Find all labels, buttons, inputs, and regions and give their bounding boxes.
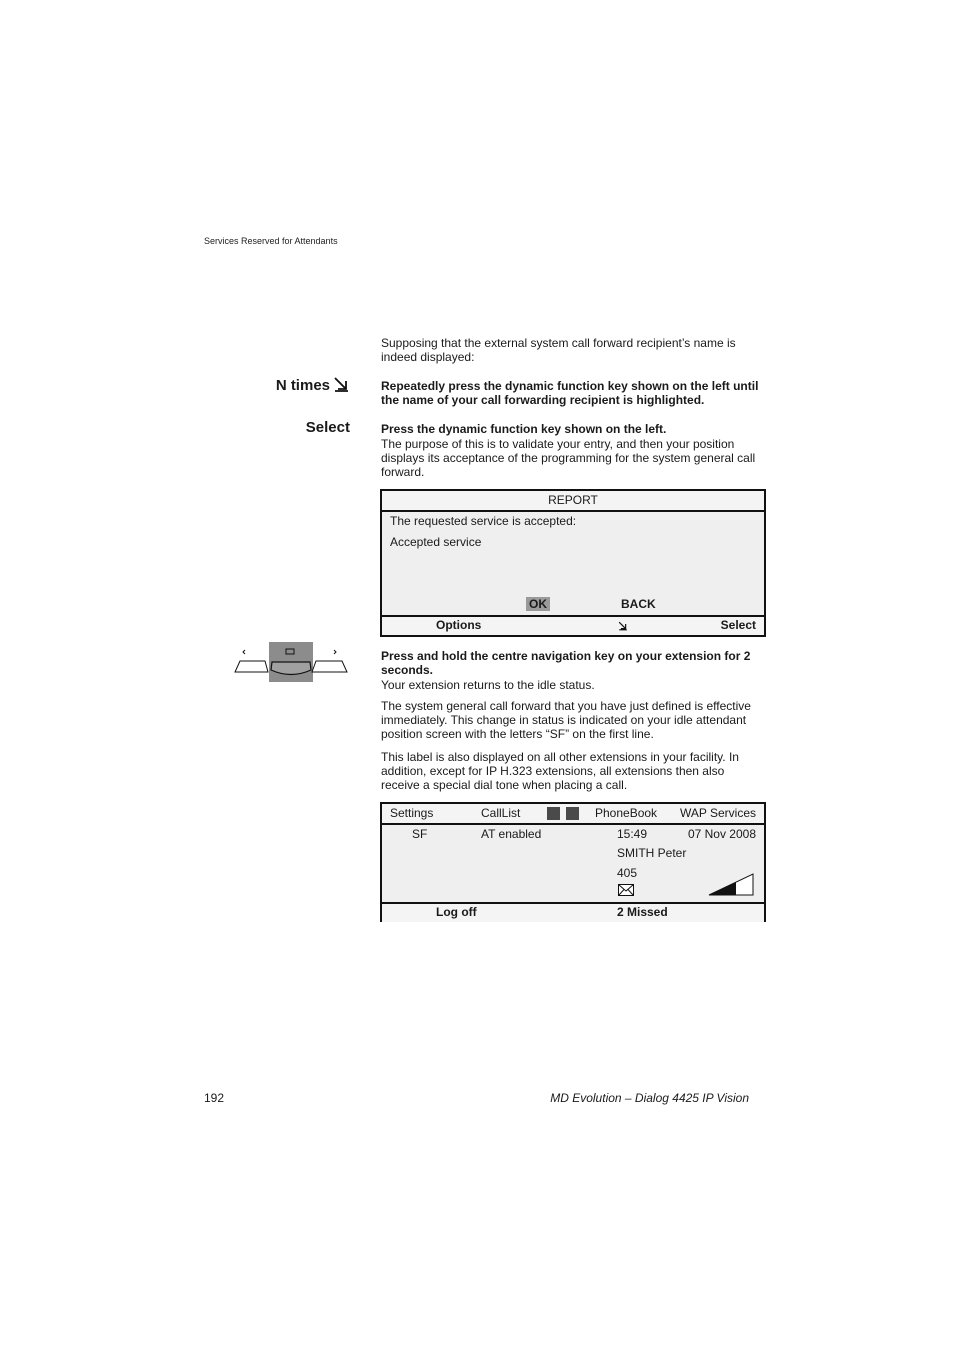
signal-strength-icon	[708, 873, 754, 896]
centre-navigation-key-icon	[232, 642, 350, 684]
report-title: REPORT	[548, 493, 598, 507]
date-display: 07 Nov 2008	[687, 827, 756, 841]
report-footer	[382, 615, 764, 635]
sf-indicator: SF	[412, 827, 428, 841]
step3-para2: The system general call forward that you have just defined is effective immediately. This change in status is indicated on your idle attendant position screen with the letters “SF” on the first line.	[381, 699, 751, 741]
envelope-icon	[618, 884, 634, 896]
tab-calllist[interactable]: CallList	[481, 806, 521, 820]
status-text: AT enabled	[481, 827, 542, 841]
idle-footer	[382, 902, 764, 922]
report-line1: The requested service is accepted:	[390, 514, 577, 528]
page-number: 192	[204, 1091, 225, 1105]
ok-softkey[interactable]: OK	[526, 597, 550, 611]
missed-calls-softkey[interactable]: 2 Missed	[617, 905, 668, 919]
report-body	[382, 512, 764, 615]
select-label: Select	[305, 419, 350, 436]
tab-phonebook[interactable]: PhoneBook	[595, 806, 658, 820]
back-softkey[interactable]: BACK	[621, 597, 656, 611]
idle-screen	[380, 802, 766, 922]
running-head: Services Reserved for Attendants	[204, 236, 338, 246]
options-softkey[interactable]: Options	[436, 618, 482, 632]
report-line2: Accepted service	[390, 535, 482, 549]
time-display: 15:49	[617, 827, 648, 841]
idle-body	[382, 825, 764, 902]
log-off-softkey[interactable]: Log off	[436, 905, 477, 919]
arrow-down-right-icon	[618, 621, 628, 631]
step3-para3: This label is also displayed on all other extensions in your facility. In addition, except for IP H.323 extensions, all extensions then also receive a special dial tone when placing a call.	[381, 750, 739, 792]
step2-description: The purpose of this is to validate your entry, and then your position displays its acceptance of the programming for the system general call forward.	[381, 437, 756, 479]
indicator-block	[547, 807, 560, 820]
intro-text: Supposing that the external system call forward recipient’s name is indeed displayed:	[381, 336, 736, 364]
step1-instruction: Repeatedly press the dynamic function key shown on the left until the name of your call forwarding recipient is highlighted.	[381, 379, 759, 407]
step2-instruction: Press the dynamic function key shown on the left.	[381, 422, 667, 436]
n-times-label	[276, 376, 350, 394]
idle-header	[382, 804, 764, 825]
tab-wap-services[interactable]: WAP Services	[679, 806, 756, 820]
extension-number: 405	[617, 866, 638, 880]
arrow-down-right-icon	[333, 376, 350, 393]
select-softkey[interactable]: Select	[720, 618, 756, 632]
user-name: SMITH Peter	[617, 846, 687, 860]
step3-instruction: Press and hold the centre navigation key on your extension for 2 seconds.	[381, 649, 751, 677]
document-title: MD Evolution – Dialog 4425 IP Vision	[550, 1091, 749, 1105]
report-screen	[380, 489, 766, 637]
step3-description: Your extension returns to the idle status.	[381, 678, 595, 692]
indicator-block	[566, 807, 579, 820]
tab-settings[interactable]: Settings	[390, 806, 434, 820]
n-times-text: N times	[275, 377, 330, 394]
report-header	[382, 491, 764, 512]
